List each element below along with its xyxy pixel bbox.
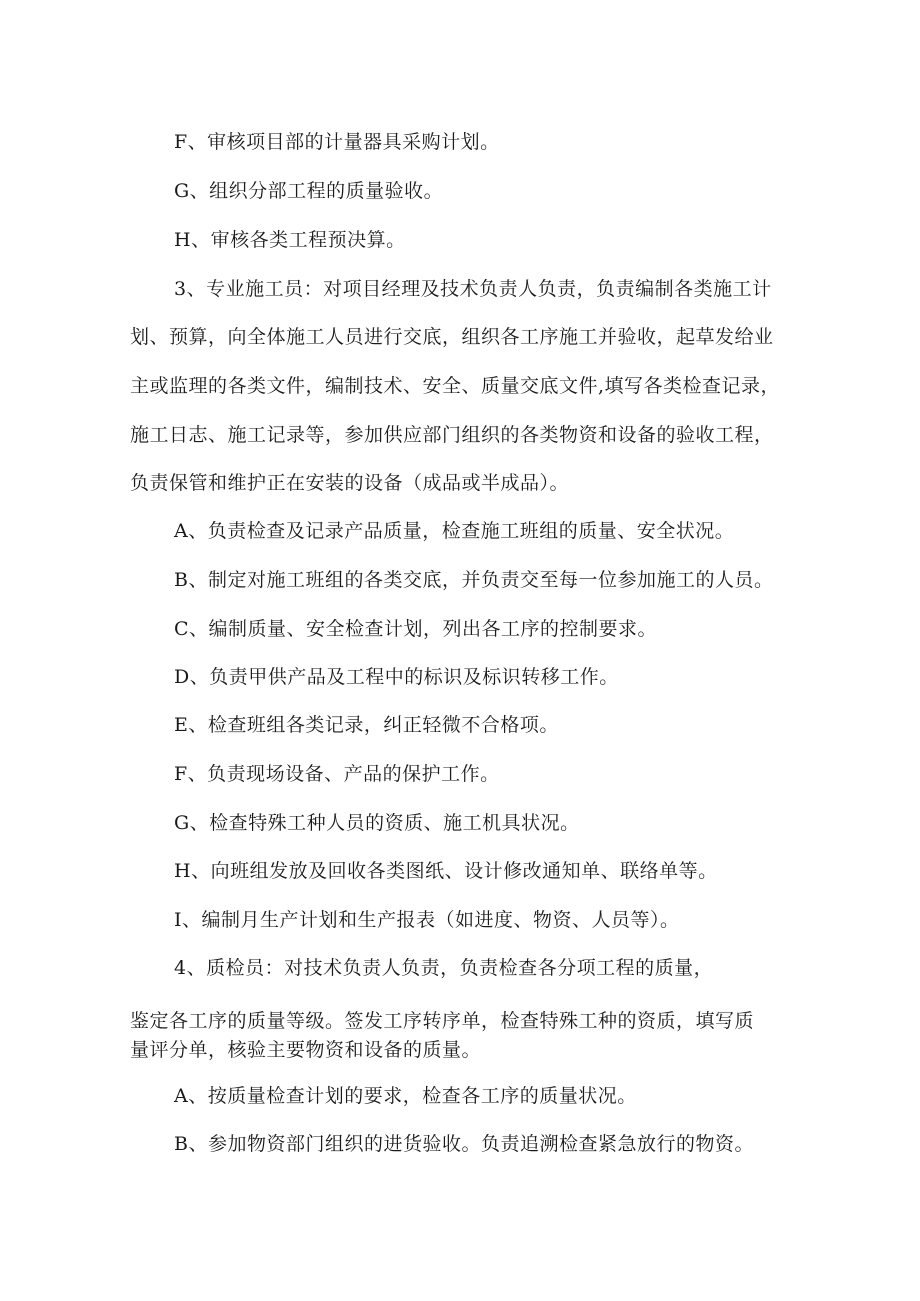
section-3-text: 划、预算，向全体施工人员进行交底，组织各工序施工并验收，起草发给业 — [130, 326, 774, 348]
section-3-text: 主或监理的各类文件，编制技术、安全、质量交底文件,填写各类检查记录， — [130, 375, 781, 397]
item-c: C、编制质量、安全检查计划，列出各工序的控制要求。 — [174, 618, 658, 640]
item-g: G、检查特殊工种人员的资质、施工机具状况。 — [174, 812, 580, 834]
section-4-text: 鉴定各工序的质量等级。签发工序转序单，检查特殊工种的资质，填写质 — [130, 1010, 755, 1032]
section-3-text: 负责保管和维护正在安装的设备（成品或半成品）。 — [130, 472, 570, 494]
item-b-incoming-acceptance: B、参加物资部门组织的进货验收。负责追溯检查紧急放行的物资。 — [174, 1133, 754, 1155]
section-3-heading: 3、专业施工员：对项目经理及技术负责人负责，负责编制各类施工计 — [174, 278, 772, 300]
item-i: I、编制月生产计划和生产报表（如进度、物资、人员等）。 — [174, 909, 680, 931]
item-d: D、负责甲供产品及工程中的标识及标识转移工作。 — [174, 666, 619, 688]
item-a-inspection-plan: A、按质量检查计划的要求，检查各工序的质量状况。 — [174, 1085, 637, 1107]
item-e: E、检查班组各类记录，纠正轻微不合格项。 — [174, 714, 559, 736]
item-a: A、负责检查及记录产品质量，检查施工班组的质量、安全状况。 — [174, 520, 735, 542]
section-4-text: 量评分单，核验主要物资和设备的质量。 — [130, 1039, 482, 1061]
item-f: F、负责现场设备、产品的保护工作。 — [174, 763, 500, 785]
item-b: B、制定对施工班组的各类交底，并负责交至每一位参加施工的人员。 — [174, 569, 774, 591]
item-h-budget-review: H、审核各类工程预决算。 — [174, 229, 406, 251]
section-3-text: 施工日志、施工记录等，参加供应部门组织的各类物资和设备的验收工程， — [130, 424, 774, 446]
item-h: H、向班组发放及回收各类图纸、设计修改通知单、联络单等。 — [174, 860, 718, 882]
item-g-quality-acceptance: G、组织分部工程的质量验收。 — [174, 180, 444, 202]
section-4-heading: 4、质检员：对技术负责人负责，负责检查各分项工程的质量， — [174, 957, 714, 979]
item-f-measuring-instruments: F、审核项目部的计量器具采购计划。 — [174, 131, 500, 153]
